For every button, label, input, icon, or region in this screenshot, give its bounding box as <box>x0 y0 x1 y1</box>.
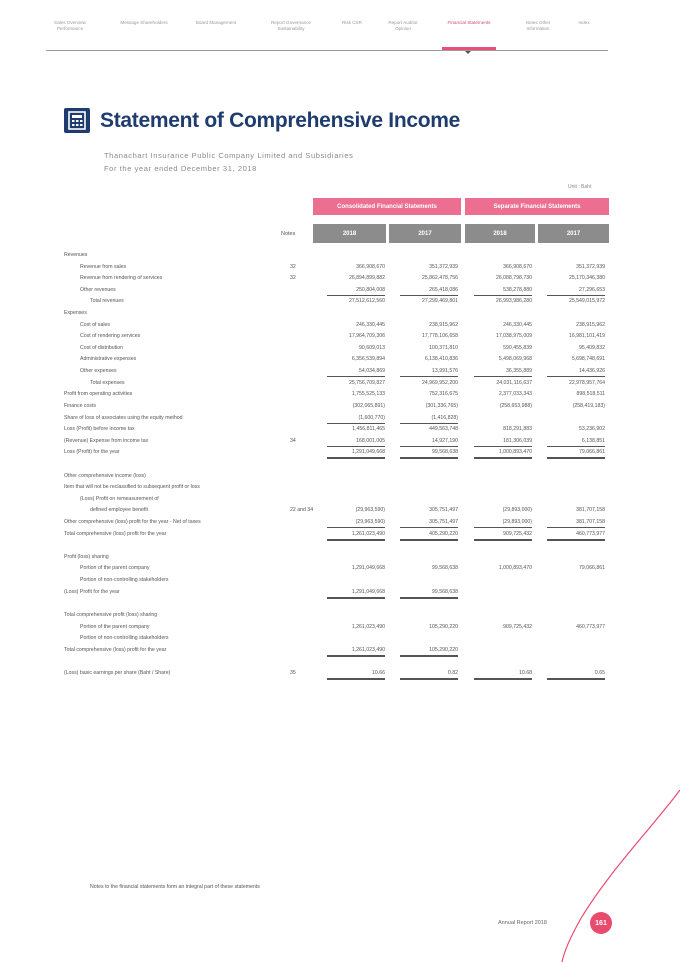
row-label: Share of loss of associates using the equity method <box>64 414 183 421</box>
table-row <box>64 622 612 634</box>
row-value: 17,038,975,009 <box>495 333 532 340</box>
table-row <box>64 517 612 529</box>
table-row <box>64 610 612 622</box>
row-value: 105,290,220 <box>400 646 458 657</box>
nav-item-index[interactable]: Index <box>578 20 590 25</box>
table-row <box>64 320 612 332</box>
table-row <box>64 436 612 448</box>
row-value: (301,336,765) <box>425 402 458 409</box>
row-label: Total expenses <box>90 379 125 386</box>
row-value: 14,927,190 <box>400 437 458 447</box>
row-label: (Revenue) Expense from income tax <box>64 437 149 444</box>
row-value: 909,725,432 <box>474 530 532 541</box>
row-value: 381,707,158 <box>547 518 605 528</box>
decorative-swoosh <box>540 790 680 962</box>
row-value: (29,963,590) <box>355 507 385 514</box>
table-row <box>64 482 612 494</box>
table-row <box>64 378 612 390</box>
table-row <box>64 331 612 343</box>
row-value: (302,065,891) <box>352 402 385 409</box>
row-value: 538,278,880 <box>474 286 532 296</box>
row-value: (29,963,590) <box>327 518 385 528</box>
row-value: 6,356,539,894 <box>351 356 385 363</box>
table-row <box>64 575 612 587</box>
row-label: Expenses <box>64 310 87 317</box>
row-value: 351,372,939 <box>429 263 458 270</box>
row-label: Other comprehensive income (loss) <box>64 472 146 479</box>
row-value: 238,915,962 <box>429 321 458 328</box>
table-row <box>64 366 612 378</box>
row-value: 27,296,653 <box>547 286 605 296</box>
row-value: (258,419,183) <box>572 402 605 409</box>
header-separate: Separate Financial Statements <box>465 198 609 215</box>
table-row <box>64 552 612 564</box>
table-row <box>64 424 612 436</box>
row-value: 181,306,039 <box>474 437 532 447</box>
row-value: 250,804,008 <box>327 286 385 296</box>
table-row <box>64 494 612 506</box>
row-value: 25,756,709,827 <box>348 379 385 386</box>
row-note: 22 and 34 <box>290 507 314 514</box>
row-label: Portion of non-controlling stakeholders <box>80 577 169 584</box>
company-subtitle: Thanachart Insurance Public Company Limited and Subsidiaries <box>104 151 354 160</box>
row-value: 898,518,511 <box>576 391 605 398</box>
spacer-row <box>64 459 612 471</box>
row-value: 79,066,861 <box>547 448 605 459</box>
row-value: 246,330,445 <box>503 321 532 328</box>
row-note: 32 <box>290 275 296 282</box>
row-value: 10.68 <box>474 669 532 680</box>
nav-item-sales-overview[interactable]: Sales Overview Performance <box>54 20 86 31</box>
row-label: Total comprehensive (loss) profit for the year <box>64 646 167 653</box>
table-row <box>64 668 612 680</box>
nav-divider <box>46 50 608 51</box>
row-label: Item that will not be reclassified to subsequent profit or loss <box>64 484 200 491</box>
row-value: 1,291,049,668 <box>327 588 385 599</box>
table-row <box>64 505 612 517</box>
table-row <box>64 354 612 366</box>
page-title: Statement of Comprehensive Income <box>100 109 461 132</box>
nav-item-risk[interactable]: Risk CSR <box>342 20 362 25</box>
row-value: 2,377,033,343 <box>498 391 532 398</box>
nav-item-notes[interactable]: Notes Other Information <box>525 20 551 31</box>
row-value: 100,371,810 <box>429 344 458 351</box>
row-value: 5,698,748,691 <box>571 356 605 363</box>
row-value: 752,316,675 <box>429 391 458 398</box>
row-value: 1,000,893,470 <box>474 448 532 459</box>
row-value: 305,751,497 <box>429 507 458 514</box>
row-value: 1,291,049,668 <box>327 448 385 459</box>
row-note: 32 <box>290 263 296 270</box>
header-year: 2018 <box>313 224 386 243</box>
row-value: 168,001,005 <box>327 437 385 447</box>
row-label: Revenues <box>64 252 88 258</box>
row-label: Profit from operating activities <box>64 391 133 398</box>
row-label: Administrative expenses <box>80 356 137 363</box>
top-navigation <box>46 20 606 48</box>
row-note: 34 <box>290 437 296 444</box>
row-label: Profit (loss) sharing <box>64 553 109 560</box>
row-value: 24,969,952,200 <box>421 379 458 386</box>
table-row <box>64 273 612 285</box>
row-label: defined employee benefit <box>90 507 148 514</box>
table-row <box>64 563 612 575</box>
row-value: (29,893,000) <box>474 518 532 528</box>
row-label: Cost of rendering services <box>80 333 141 340</box>
row-value: 381,707,158 <box>576 507 605 514</box>
header-year: 2017 <box>389 224 461 243</box>
row-label: Other expenses <box>80 368 117 375</box>
spacer-row <box>64 598 612 610</box>
row-value: 27,512,612,560 <box>348 298 385 305</box>
row-value: 99,568,638 <box>432 565 458 572</box>
row-label: Cost of sales <box>80 321 110 328</box>
row-value: 17,778,106,658 <box>421 333 458 340</box>
table-row <box>64 250 612 262</box>
nav-item-financial-statements[interactable]: Financial Statements <box>447 20 491 25</box>
row-value: 366,908,670 <box>503 263 532 270</box>
row-value: 909,725,432 <box>503 623 532 630</box>
row-label: Revenue from sales <box>80 263 127 270</box>
row-value: 449,563,748 <box>429 426 458 433</box>
row-label: (Loss) Profit on remeasurement of <box>80 495 159 502</box>
row-label: Other comprehensive (loss) profit for the year - Net of taxes <box>64 519 201 526</box>
row-value: 79,066,861 <box>579 565 605 572</box>
period-subtitle: For the year ended December 31, 2018 <box>104 164 257 173</box>
row-value: 13,991,576 <box>400 367 458 377</box>
row-value: 17,964,709,306 <box>348 333 385 340</box>
row-label: (Loss) basic earnings per share (Baht / Share) <box>64 669 171 676</box>
table-row <box>64 262 612 274</box>
row-value: 1,755,525,133 <box>351 391 385 398</box>
row-value: 27,299,469,801 <box>421 298 458 305</box>
table-row <box>64 413 612 425</box>
row-value: 366,908,670 <box>356 263 385 270</box>
table-row <box>64 645 612 657</box>
row-value: 6,138,410,836 <box>424 356 458 363</box>
income-statement-table <box>64 250 612 680</box>
row-value: 95,409,832 <box>579 344 605 351</box>
row-value: 0.82 <box>400 669 458 680</box>
row-label: Total revenues <box>90 298 124 305</box>
row-value: 590,455,839 <box>503 344 532 351</box>
table-row <box>64 471 612 483</box>
spacer-row <box>64 540 612 552</box>
footnote: Notes to the financial statements form an integral part of these statements <box>90 884 260 890</box>
row-label: Portion of the parent company <box>80 565 150 572</box>
header-notes: Notes <box>281 231 296 237</box>
header-consolidated: Consolidated Financial Statements <box>313 198 461 215</box>
row-value: 26,993,986,280 <box>495 298 532 305</box>
table-row <box>64 447 612 459</box>
nav-pointer-icon <box>465 51 471 54</box>
table-row <box>64 633 612 645</box>
row-value: 5,498,069,968 <box>498 356 532 363</box>
nav-item-governance[interactable]: Report Governance Sustainability <box>270 20 312 31</box>
calculator-icon <box>64 108 90 133</box>
row-value: 1,261,023,490 <box>351 623 385 630</box>
table-row <box>64 587 612 599</box>
row-label: Total comprehensive (loss) profit for the year <box>64 530 167 537</box>
nav-item-auditor[interactable]: Report Auditor Opinion <box>388 20 418 31</box>
row-label: (Loss) Profit for the year <box>64 588 120 595</box>
row-value: 6,138,851 <box>547 437 605 447</box>
nav-item-board[interactable]: Board Management <box>195 20 237 25</box>
row-value: 1,291,049,668 <box>351 565 385 572</box>
row-value: 305,751,497 <box>400 518 458 528</box>
row-note: 35 <box>290 669 296 676</box>
row-value: 53,236,902 <box>579 426 605 433</box>
row-value: 26,894,899,882 <box>348 275 385 282</box>
row-value: 99,568,638 <box>400 448 458 459</box>
header-year: 2018 <box>465 224 535 243</box>
table-row <box>64 389 612 401</box>
row-value: (1,600,770) <box>327 414 385 424</box>
row-value: 1,261,023,490 <box>327 530 385 541</box>
nav-item-message[interactable]: Message Shareholders <box>120 20 168 25</box>
row-label: Portion of the parent company <box>80 623 150 630</box>
row-value: 265,418,086 <box>400 286 458 296</box>
row-value: 54,034,869 <box>327 367 385 377</box>
row-value: (258,653,988) <box>499 402 532 409</box>
row-value: 460,773,977 <box>547 530 605 541</box>
row-value: 351,372,939 <box>576 263 605 270</box>
report-name: Annual Report 2018 <box>498 920 547 926</box>
table-row <box>64 343 612 355</box>
row-value: 14,436,926 <box>547 367 605 377</box>
row-value: 99,568,638 <box>400 588 458 599</box>
table-row <box>64 529 612 541</box>
row-label: Loss (Profit) before income tax <box>64 426 135 433</box>
row-value: 1,456,811,465 <box>352 426 385 433</box>
row-label: Finance costs <box>64 402 97 409</box>
row-value: 405,290,220 <box>400 530 458 541</box>
header-year: 2017 <box>538 224 609 243</box>
page-number: 161 <box>590 912 612 934</box>
row-value: (1,416,828) <box>400 414 458 424</box>
table-row <box>64 285 612 297</box>
row-value: 25,862,478,756 <box>421 275 458 282</box>
row-label: Total comprehensive profit (loss) sharing <box>64 611 158 618</box>
row-label: Portion of non-controlling stakeholders <box>80 635 169 642</box>
row-label: Revenue from rendering of services <box>80 275 163 282</box>
table-row <box>64 308 612 320</box>
row-value: 25,170,346,380 <box>568 275 605 282</box>
row-value: 818,291,883 <box>503 426 532 433</box>
spacer-row <box>64 656 612 668</box>
row-value: 26,088,798,730 <box>495 275 532 282</box>
row-label: Other revenues <box>80 286 116 293</box>
row-value: (29,893,000) <box>502 507 532 514</box>
row-value: 105,290,220 <box>429 623 458 630</box>
row-value: 1,261,023,490 <box>327 646 385 657</box>
row-value: 1,000,893,470 <box>498 565 532 572</box>
row-value: 460,773,977 <box>576 623 605 630</box>
row-value: 16,981,101,419 <box>568 333 605 340</box>
row-label: Loss (Profit) for the year <box>64 449 120 456</box>
unit-label: Unit : Baht <box>568 184 592 190</box>
row-value: 238,915,962 <box>576 321 605 328</box>
row-value: 36,355,889 <box>474 367 532 377</box>
table-row <box>64 401 612 413</box>
row-value: 10.66 <box>327 669 385 680</box>
row-value: 25,549,015,972 <box>568 298 605 305</box>
row-value: 0.65 <box>547 669 605 680</box>
row-value: 90,609,013 <box>359 344 385 351</box>
row-value: 246,330,445 <box>356 321 385 328</box>
row-value: 22,978,957,764 <box>568 379 605 386</box>
table-row <box>64 296 612 308</box>
row-label: Cost of distribution <box>80 344 123 351</box>
row-value: 24,031,116,637 <box>496 379 532 386</box>
